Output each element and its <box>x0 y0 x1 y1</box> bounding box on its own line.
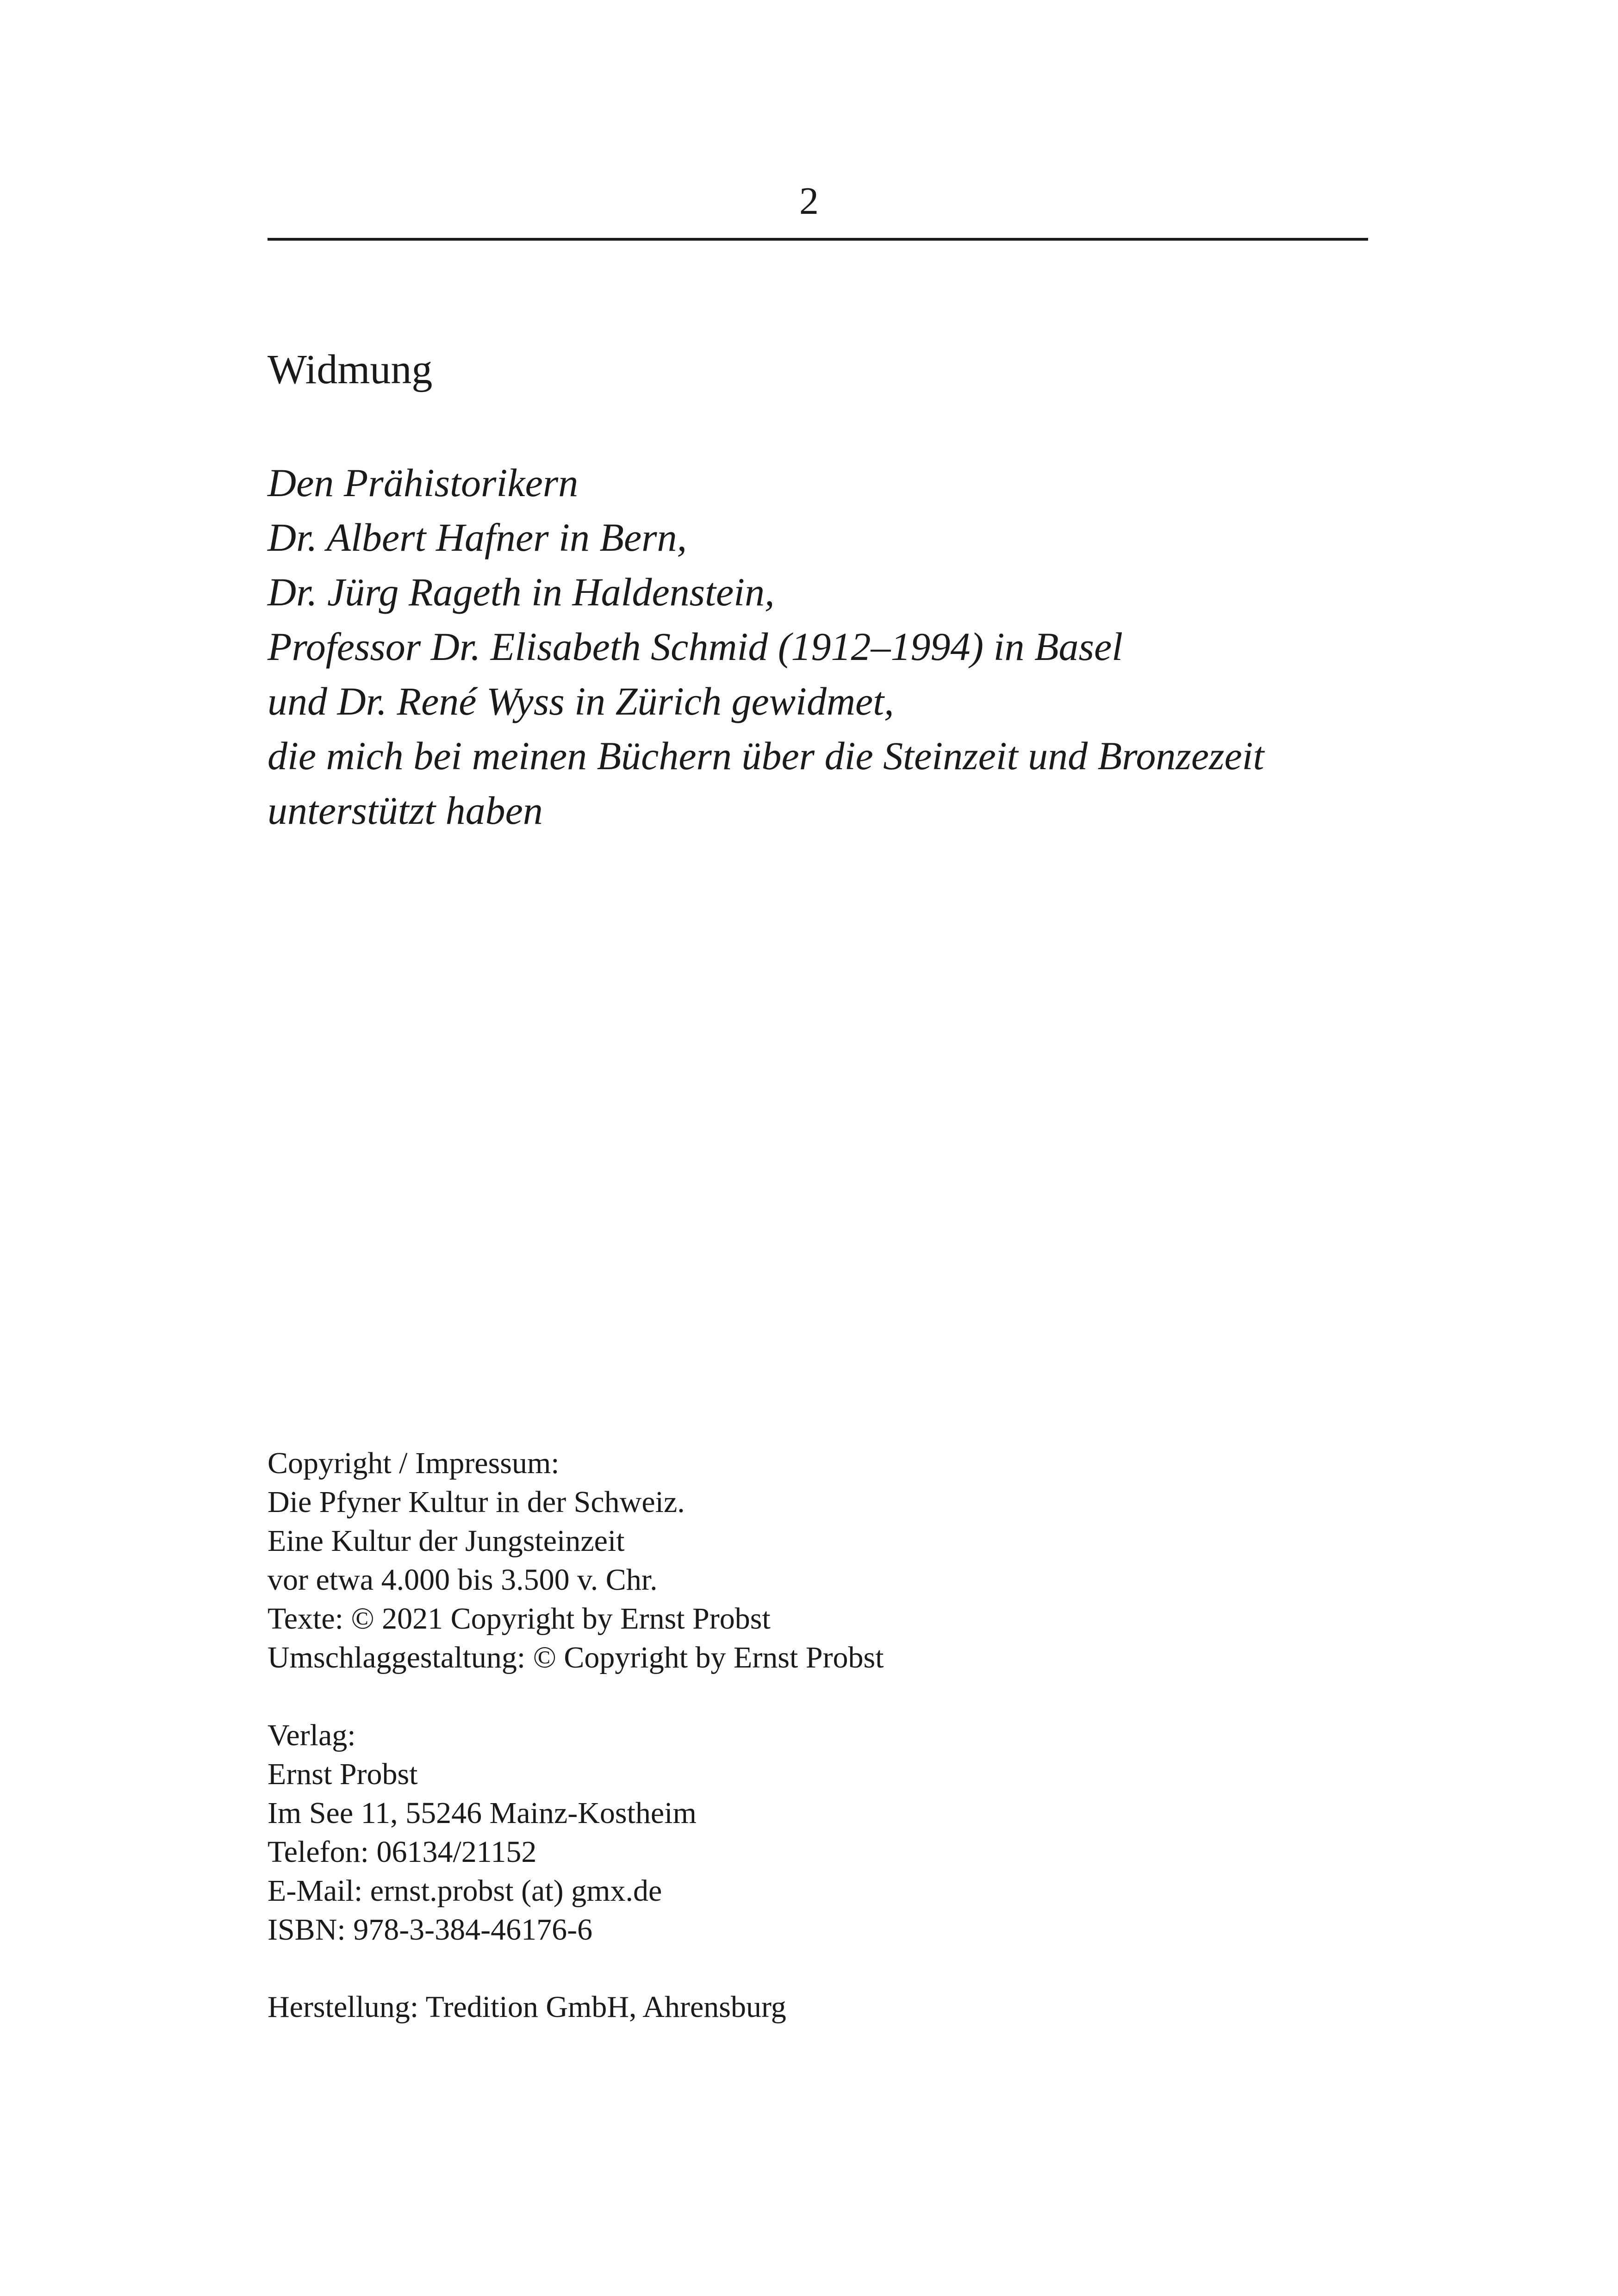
page-number: 2 <box>799 180 819 223</box>
imprint-line: Eine Kultur der Jungsteinzeit <box>268 1524 625 1558</box>
imprint-line: Herstellung: Tredition GmbH, Ahrensburg <box>268 1990 786 2024</box>
dedication-line: Dr. Jürg Rageth in Haldenstein, <box>268 570 775 614</box>
imprint-line: Texte: © 2021 Copyright by Ernst Probst <box>268 1602 771 1636</box>
dedication-text <box>268 455 1264 838</box>
imprint-line: Umschlaggestaltung: © Copyright by Ernst Probst <box>268 1641 884 1674</box>
imprint-copyright-block <box>268 1444 884 1677</box>
imprint-line: Ernst Probst <box>268 1757 418 1791</box>
dedication-line: Professor Dr. Elisabeth Schmid (1912–1994) in Basel <box>268 624 1123 669</box>
imprint-line: Die Pfyner Kultur in der Schweiz. <box>268 1485 685 1519</box>
imprint-publisher-block <box>268 1716 697 1949</box>
imprint-line: vor etwa 4.000 bis 3.500 v. Chr. <box>268 1563 658 1597</box>
dedication-title: Widmung <box>268 347 433 392</box>
imprint-line: ISBN: 978-3-384-46176-6 <box>268 1913 593 1947</box>
imprint-line: Copyright / Impressum: <box>268 1446 560 1480</box>
dedication-line: Dr. Albert Hafner in Bern, <box>268 515 687 560</box>
header-rule <box>268 238 1368 241</box>
imprint-line: Telefon: 06134/21152 <box>268 1835 537 1869</box>
dedication-line: und Dr. René Wyss in Zürich gewidmet, <box>268 679 894 723</box>
dedication-line: unterstützt haben <box>268 788 543 833</box>
dedication-line: Den Prähistorikern <box>268 460 579 505</box>
dedication-line: die mich bei meinen Büchern über die Steinzeit und Bronzezeit <box>268 734 1264 778</box>
imprint-production <box>268 1988 786 2027</box>
imprint-line: Verlag: <box>268 1718 356 1752</box>
imprint-line: E-Mail: ernst.probst (at) gmx.de <box>268 1874 662 1908</box>
imprint-line: Im See 11, 55246 Mainz-Kostheim <box>268 1796 697 1830</box>
